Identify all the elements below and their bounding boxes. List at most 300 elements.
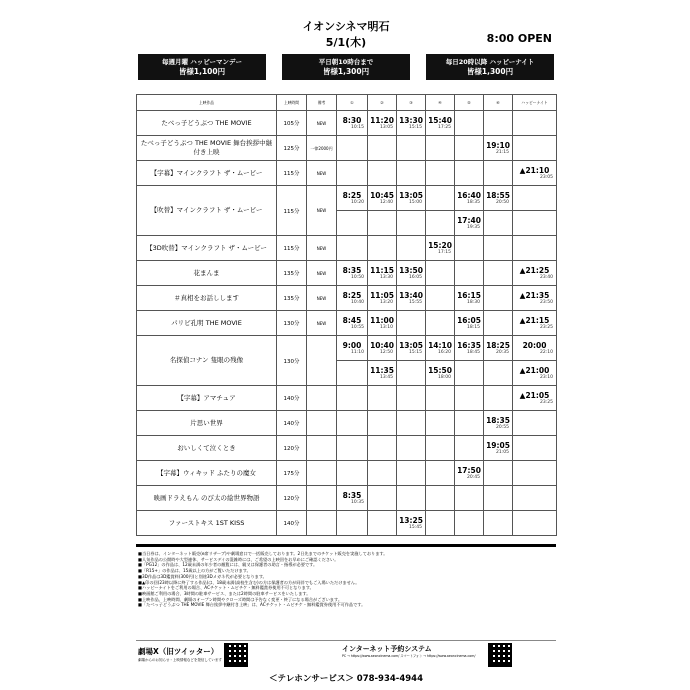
showtime-end: 18:30 (467, 299, 480, 305)
showtime-end: 13:20 (380, 299, 393, 305)
showtime-end: 10:55 (351, 324, 364, 330)
showtime-start: 11:05 (370, 290, 394, 300)
runtime: 105分 (277, 111, 307, 136)
movie-title: ＃真相をお話しします (137, 286, 277, 311)
showtime-slot[interactable] (455, 286, 484, 311)
twitter-qr-code-icon[interactable] (224, 643, 248, 667)
showtime-start: ▲21:05 (519, 390, 550, 400)
runtime: 135分 (277, 286, 307, 311)
reservation-qr-code-icon[interactable] (488, 643, 512, 667)
promo-line: 平日朝10時台まで (318, 58, 374, 66)
note (307, 386, 337, 411)
empty-slot (337, 436, 368, 461)
showtime-start: ▲21:35 (519, 290, 550, 300)
empty-slot (513, 411, 557, 436)
promo-price: 皆様1,100円 (178, 67, 226, 76)
empty-slot (397, 161, 426, 186)
empty-slot (397, 486, 426, 511)
showtime-end: 15:15 (409, 349, 422, 355)
schedule-body (137, 111, 557, 536)
showtime-slot[interactable] (397, 336, 426, 361)
showtime-start: 13:30 (399, 115, 423, 125)
runtime: 175分 (277, 461, 307, 486)
movie-title: 【字幕】マインクラフト ザ・ムービー (137, 161, 277, 186)
empty-slot (337, 211, 368, 236)
showtime-end: 10:35 (351, 499, 364, 505)
col-header-screen-6: ⑥ (484, 95, 513, 111)
showtime-start: 8:35 (342, 490, 362, 500)
showtime-end: 12:50 (380, 349, 393, 355)
showtime-end: 23:40 (540, 274, 553, 280)
showtime-end: 22:10 (540, 349, 553, 355)
empty-slot (455, 136, 484, 161)
table-row (137, 386, 557, 411)
showtime-start: 16:15 (457, 290, 481, 300)
table-row (137, 261, 557, 286)
showtime-end: 21:15 (496, 149, 509, 155)
movie-title: 花まんま (137, 261, 277, 286)
empty-slot (368, 436, 397, 461)
showtime-start: 15:40 (428, 115, 452, 125)
runtime: 140分 (277, 386, 307, 411)
showtime-start: 19:10 (486, 140, 510, 150)
showtime-slot[interactable] (337, 336, 368, 361)
showtime-start: 13:50 (399, 265, 423, 275)
empty-slot (337, 136, 368, 161)
empty-slot (426, 411, 455, 436)
empty-slot (513, 486, 557, 511)
empty-slot (397, 311, 426, 336)
empty-slot (455, 486, 484, 511)
twitter-subtext: 劇場からのお知らせ・上映情報などを発信しています (138, 658, 222, 662)
note (307, 411, 337, 436)
note (307, 511, 337, 536)
showtime-end: 23:50 (540, 299, 553, 305)
note: NEW (307, 286, 337, 311)
table-row (137, 511, 557, 536)
showtime-slot[interactable] (455, 461, 484, 486)
movie-title: パリピ孔明 THE MOVIE (137, 311, 277, 336)
table-row (137, 161, 557, 186)
empty-slot (513, 236, 557, 261)
showtime-slot[interactable] (513, 286, 557, 311)
showtime-end: 16:20 (438, 349, 451, 355)
table-row (137, 461, 557, 486)
showtime-start: 10:45 (370, 190, 394, 200)
telephone-service: ＜テレホンサービス＞ 078-934-4944 (269, 674, 423, 684)
empty-slot (368, 511, 397, 536)
movie-title: 片思い世界 (137, 411, 277, 436)
showtime-end: 10:50 (351, 274, 364, 280)
showtime-slot[interactable] (397, 286, 426, 311)
showtime-slot[interactable] (484, 436, 513, 461)
empty-slot (484, 161, 513, 186)
showtime-slot[interactable] (484, 336, 513, 361)
empty-slot (426, 261, 455, 286)
open-time: 8:00 OPEN (486, 32, 552, 45)
schedule-table (136, 94, 557, 536)
table-row (137, 411, 557, 436)
showtime-start: 11:20 (370, 115, 394, 125)
showtime-slot[interactable] (455, 336, 484, 361)
note: NEW (307, 186, 337, 236)
showtime-end: 15:55 (409, 299, 422, 305)
showtime-start: 15:20 (428, 240, 452, 250)
showtime-end: 17:15 (438, 249, 451, 255)
theater-name: イオンシネマ明石 (302, 20, 390, 33)
col-header-happy-night: ハッピーナイト (513, 95, 557, 111)
empty-slot (397, 236, 426, 261)
showtime-start: 13:40 (399, 290, 423, 300)
showtime-end: 15:00 (409, 199, 422, 205)
showtime-end: 10:20 (351, 199, 364, 205)
empty-slot (397, 411, 426, 436)
empty-slot (397, 461, 426, 486)
showtime-slot[interactable] (337, 486, 368, 511)
note-line: ■3D作品は3D鑑賞料(300円)と別途3Dメガネ代が必要となります。 (138, 573, 267, 579)
movie-title: 【字幕】ウィキッド ふたりの魔女 (137, 461, 277, 486)
showtime-end: 18:35 (467, 199, 480, 205)
table-header-row (137, 95, 557, 111)
empty-slot (368, 386, 397, 411)
showtime-slot[interactable] (513, 386, 557, 411)
empty-slot (484, 486, 513, 511)
showtime-slot[interactable] (397, 186, 426, 211)
note-line: ■上映作品、上映時間、劇場のオープン時間やクローズ時間は予告なく変更・終了になる場合がございます。 (138, 596, 343, 602)
empty-slot (337, 461, 368, 486)
empty-slot (484, 511, 513, 536)
empty-slot (426, 211, 455, 236)
empty-slot (368, 411, 397, 436)
showtime-slot[interactable] (368, 261, 397, 286)
empty-slot (426, 136, 455, 161)
showtime-start: 9:00 (342, 340, 362, 350)
showtime-end: 10:40 (351, 299, 364, 305)
movie-title: ファーストキス 1ST KISS (137, 511, 277, 536)
twitter-label: 劇場X（旧ツイッター） (138, 647, 219, 656)
showtime-slot[interactable] (426, 236, 455, 261)
showtime-slot[interactable] (337, 186, 368, 211)
showtime-end: 19:35 (467, 224, 480, 230)
movie-title: 【3D吹替】マインクラフト ザ・ムービー (137, 236, 277, 261)
showtime-start: 18:35 (486, 415, 510, 425)
promo-happy-night (426, 54, 554, 80)
showtime-start: 16:05 (457, 315, 481, 325)
showtime-end: 17:25 (438, 124, 451, 130)
empty-slot (455, 361, 484, 386)
showtime-slot[interactable] (368, 361, 397, 386)
showtime-start: 8:25 (342, 290, 362, 300)
showtime-end: 13:10 (380, 324, 393, 330)
empty-slot (368, 161, 397, 186)
showtime-end: 11:10 (351, 349, 364, 355)
movie-title: 【吹替】マインクラフト ザ・ムービー (137, 186, 277, 236)
showtime-end: 15:45 (409, 524, 422, 530)
showtime-start: 8:30 (342, 115, 362, 125)
empty-slot (455, 111, 484, 136)
showtime-end: 23:25 (540, 324, 553, 330)
table-row (137, 286, 557, 311)
showtime-slot[interactable] (368, 286, 397, 311)
col-header-screen-2: ② (368, 95, 397, 111)
table-row (137, 236, 557, 261)
empty-slot (397, 436, 426, 461)
col-header-screen-3: ③ (397, 95, 426, 111)
empty-slot (455, 411, 484, 436)
runtime: 140分 (277, 511, 307, 536)
showtime-start: 11:00 (370, 315, 394, 325)
showtime-start: 16:35 (457, 340, 481, 350)
promo-weekday-morning (282, 54, 410, 80)
note: NEW (307, 236, 337, 261)
notes-list (136, 547, 556, 608)
showtime-end: 12:40 (380, 199, 393, 205)
empty-slot (337, 511, 368, 536)
showtime-end: 13:45 (380, 374, 393, 380)
col-header-screen-5: ⑤ (455, 95, 484, 111)
empty-slot (337, 386, 368, 411)
footer-bottom (136, 640, 556, 668)
showtime-slot[interactable] (484, 186, 513, 211)
table-row (137, 111, 557, 136)
note: NEW (307, 311, 337, 336)
promo-line: 毎週月曜 ハッピーマンデー (161, 58, 242, 66)
runtime: 130分 (277, 311, 307, 336)
table-row (137, 311, 557, 336)
col-header-title: 上映作品 (137, 95, 277, 111)
empty-slot (368, 236, 397, 261)
showtime-slot[interactable] (337, 111, 368, 136)
showtime-slot[interactable] (513, 361, 557, 386)
note-line: ■人気作品の公開時や大型連休、サービスデイの混雑時には、ご希望の上映回をお早めにご確認ください。 (138, 556, 339, 562)
schedule-page (136, 14, 556, 684)
empty-slot (397, 361, 426, 386)
empty-slot (513, 136, 557, 161)
runtime: 140分 (277, 411, 307, 436)
showtime-start: 10:40 (370, 340, 394, 350)
col-header-screen-1: ① (337, 95, 368, 111)
net-reservation-label: インターネット予約システム (342, 645, 432, 653)
showtime-slot[interactable] (426, 336, 455, 361)
empty-slot (484, 286, 513, 311)
empty-slot (484, 461, 513, 486)
showtime-start: 13:25 (399, 515, 423, 525)
promo-price: 皆様1,300円 (466, 67, 514, 76)
showtime-start: ▲21:10 (519, 165, 550, 175)
promo-line: 毎日20時以降 ハッピーナイト (445, 58, 535, 66)
empty-slot (455, 236, 484, 261)
empty-slot (484, 361, 513, 386)
showtime-start: 8:45 (342, 315, 362, 325)
empty-slot (426, 486, 455, 511)
note (307, 461, 337, 486)
empty-slot (455, 261, 484, 286)
empty-slot (426, 511, 455, 536)
showtime-slot[interactable] (513, 161, 557, 186)
showtime-slot[interactable] (397, 261, 426, 286)
empty-slot (397, 136, 426, 161)
empty-slot (368, 136, 397, 161)
note: NEW (307, 161, 337, 186)
table-row (137, 136, 557, 161)
footer (136, 544, 556, 684)
empty-slot (426, 461, 455, 486)
runtime: 130分 (277, 336, 307, 386)
table-row (137, 486, 557, 511)
showtime-start: ▲21:25 (519, 265, 550, 275)
showtime-start: 18:25 (486, 340, 510, 350)
movie-title: 名探偵コナン 隻眼の残像 (137, 336, 277, 386)
empty-slot (426, 386, 455, 411)
note: 一律2000円 (307, 136, 337, 161)
empty-slot (513, 511, 557, 536)
note-line: ■「たべっ子どうぶつ THE MOVIE 舞台挨拶中継付き上映」は、ACチケット・ムビチケ・無料鑑賞券使用不可作品です。 (138, 602, 366, 608)
empty-slot (455, 161, 484, 186)
empty-slot (337, 411, 368, 436)
showtime-slot[interactable] (513, 336, 557, 361)
showtime-slot[interactable] (513, 261, 557, 286)
promo-happy-monday (138, 54, 266, 80)
showtime-end: 21:05 (496, 449, 509, 455)
empty-slot (484, 386, 513, 411)
showtime-slot[interactable] (337, 311, 368, 336)
showtime-slot[interactable] (455, 186, 484, 211)
note: NEW (307, 261, 337, 286)
showtime-start: 17:50 (457, 465, 481, 475)
note-line: ■「PG12」の作品は、12歳未満の年少者の観覧には、親又は保護者の助言・指導が必要です。 (138, 562, 318, 568)
showtime-slot[interactable] (368, 311, 397, 336)
showtime-start: 11:35 (370, 365, 394, 375)
empty-slot (484, 236, 513, 261)
col-header-note: 備考 (307, 95, 337, 111)
showtime-slot[interactable] (426, 361, 455, 386)
note-line: ■ハッピーナイトをご利用の場合、ACチケット・ムビチケ・無料鑑賞券使用不可となります。 (138, 585, 314, 591)
runtime: 115分 (277, 161, 307, 186)
showtime-start: 13:05 (399, 190, 423, 200)
showtime-slot[interactable] (455, 211, 484, 236)
empty-slot (426, 161, 455, 186)
showtime-start: 14:10 (428, 340, 452, 350)
runtime: 120分 (277, 486, 307, 511)
showtime-end: 18:00 (438, 374, 451, 380)
showtime-end: 18:15 (467, 324, 480, 330)
showtime-end: 20:45 (467, 474, 480, 480)
showtime-end: 10:15 (351, 124, 364, 130)
showtime-start: 13:05 (399, 340, 423, 350)
showtime-start: 16:40 (457, 190, 481, 200)
showtime-start: 15:50 (428, 365, 452, 375)
showtime-slot[interactable] (397, 111, 426, 136)
runtime: 120分 (277, 436, 307, 461)
col-header-screen-4: ④ (426, 95, 455, 111)
empty-slot (484, 211, 513, 236)
movie-title: おいしくて泣くとき (137, 436, 277, 461)
showtime-end: 15:15 (409, 124, 422, 130)
empty-slot (455, 511, 484, 536)
empty-slot (513, 436, 557, 461)
runtime: 125分 (277, 136, 307, 161)
showtime-end: 23:05 (540, 174, 553, 180)
showtime-start: 20:00 (522, 340, 547, 350)
showtime-end: 23:25 (540, 399, 553, 405)
note (307, 336, 337, 386)
showtime-end: 16:05 (409, 274, 422, 280)
table-row (137, 336, 557, 361)
showtime-start: 19:05 (486, 440, 510, 450)
showtime-end: 13:30 (380, 274, 393, 280)
empty-slot (426, 311, 455, 336)
showtime-start: 11:15 (370, 265, 394, 275)
note-line: ■▲印の回(23時以降に終了する作品)は、18歳未満(高校生含む)の方は保護者の方が同伴でもご入場いただけません。 (138, 579, 360, 585)
empty-slot (513, 211, 557, 236)
empty-slot (397, 211, 426, 236)
empty-slot (337, 236, 368, 261)
empty-slot (397, 386, 426, 411)
showtime-end: 20:35 (496, 349, 509, 355)
showtime-slot[interactable] (455, 311, 484, 336)
showtime-end: 20:50 (496, 199, 509, 205)
showtime-start: 8:35 (342, 265, 362, 275)
showtime-slot[interactable] (426, 111, 455, 136)
empty-slot (426, 186, 455, 211)
runtime: 115分 (277, 186, 307, 236)
note (307, 486, 337, 511)
showtime-slot[interactable] (484, 136, 513, 161)
movie-title: 【字幕】アマチュア (137, 386, 277, 411)
empty-slot (455, 386, 484, 411)
empty-slot (368, 211, 397, 236)
note-line: ■映画館ご利用の場合、3時間の駐車サービス、または2時間の駐車サービスをいたします。 (138, 590, 311, 596)
empty-slot (484, 311, 513, 336)
promo-price: 皆様1,300円 (322, 67, 370, 76)
showtime-start: ▲21:00 (519, 365, 550, 375)
empty-slot (337, 161, 368, 186)
showtime-start: 17:40 (457, 215, 481, 225)
col-header-runtime: 上映時間 (277, 95, 307, 111)
showtime-slot[interactable] (484, 411, 513, 436)
showtime-start: ▲21:15 (519, 315, 550, 325)
showtime-slot[interactable] (513, 311, 557, 336)
showtime-end: 18:45 (467, 349, 480, 355)
empty-slot (513, 461, 557, 486)
net-reservation-urls: PC → https://www.aeoncinema.com/ スマートフォン → https://www.aeoncinema.com/ (342, 654, 476, 658)
runtime: 135分 (277, 261, 307, 286)
showtime-slot[interactable] (397, 511, 426, 536)
showtime-slot[interactable] (368, 186, 397, 211)
showtime-end: 13:05 (380, 124, 393, 130)
empty-slot (513, 111, 557, 136)
showtime-slot[interactable] (368, 336, 397, 361)
schedule-date: 5/1(木) (325, 36, 367, 49)
empty-slot (455, 436, 484, 461)
empty-slot (484, 261, 513, 286)
showtime-end: 20:55 (496, 424, 509, 430)
movie-title: たべっ子どうぶつ THE MOVIE (137, 111, 277, 136)
note: NEW (307, 111, 337, 136)
empty-slot (513, 186, 557, 211)
empty-slot (426, 436, 455, 461)
empty-slot (484, 111, 513, 136)
runtime: 115分 (277, 236, 307, 261)
note (307, 436, 337, 461)
showtime-slot[interactable] (337, 286, 368, 311)
empty-slot (368, 486, 397, 511)
showtime-slot[interactable] (337, 261, 368, 286)
showtime-start: 18:55 (486, 190, 510, 200)
showtime-slot[interactable] (368, 111, 397, 136)
movie-title: たべっ子どうぶつ THE MOVIE 舞台挨拶中継付き上映 (137, 136, 277, 161)
table-row (137, 186, 557, 211)
